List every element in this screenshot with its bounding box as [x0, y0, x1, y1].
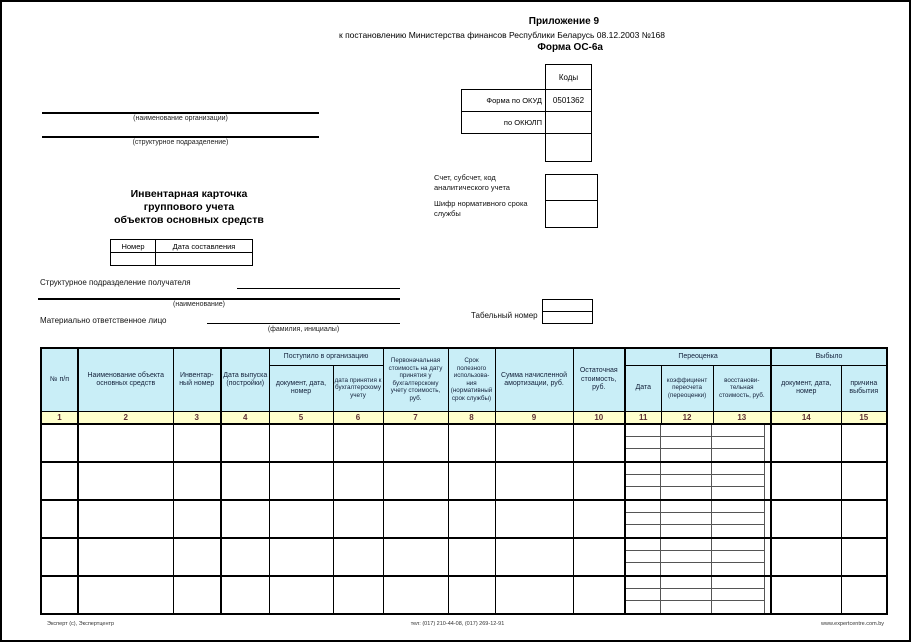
body-cell[interactable]	[448, 576, 495, 614]
body-cell[interactable]	[41, 576, 78, 614]
person-label: Материально ответственное лицо	[40, 316, 167, 325]
body-cell[interactable]	[383, 576, 448, 614]
col-num-10: 10	[573, 411, 625, 424]
account-boxes	[545, 174, 598, 228]
revaluation-subcell[interactable]	[661, 513, 712, 525]
revaluation-subcell[interactable]	[712, 425, 765, 437]
body-cell[interactable]	[221, 462, 269, 500]
col-header-5: документ, дата, номер	[269, 365, 333, 411]
col-num-8: 8	[448, 411, 495, 424]
person-caption: (фамилия, инициалы)	[267, 326, 340, 333]
footer-right: www.expertcentre.com.by	[821, 621, 884, 627]
doc-title-line2: группового учета	[143, 201, 235, 213]
revaluation-subcell[interactable]	[712, 513, 765, 525]
revaluation-subcell[interactable]	[661, 463, 712, 475]
body-cell[interactable]	[173, 576, 221, 614]
col-header-9: Сумма начисленной амортизации, руб.	[495, 348, 573, 411]
revaluation-subcell[interactable]	[661, 487, 712, 499]
body-cell[interactable]	[495, 576, 573, 614]
revaluation-subcell[interactable]	[661, 601, 712, 613]
recipient-division-label: Структурное подразделение получателя	[40, 278, 191, 287]
number-date-table	[110, 239, 253, 266]
col-num-1: 1	[41, 411, 78, 424]
revaluation-subcell[interactable]	[661, 501, 712, 513]
revaluation-subcell[interactable]	[626, 589, 661, 601]
body-cell[interactable]	[333, 424, 383, 462]
body-cell[interactable]	[173, 462, 221, 500]
body-cell[interactable]	[383, 500, 448, 538]
col-header-6: дата принятия к бухгалтерскому учету	[333, 365, 383, 411]
col-header-8: Срок полезного использова-ния (нормативный срок службы)	[448, 348, 495, 411]
body-cell[interactable]	[173, 424, 221, 462]
org-name-field[interactable]	[42, 98, 319, 114]
org-division-caption: (структурное подразделение)	[132, 139, 229, 146]
body-cell[interactable]	[41, 538, 78, 576]
revaluation-subcell[interactable]	[626, 487, 661, 499]
revaluation-subcell[interactable]	[712, 539, 765, 551]
col-header-14: документ, дата, номер	[771, 365, 841, 411]
form-name: Форма ОС-6а	[537, 42, 603, 53]
main-table	[40, 347, 888, 615]
group-header-received: Поступило в организацию	[269, 348, 383, 365]
body-cell[interactable]	[771, 576, 841, 614]
revaluation-subcell[interactable]	[712, 589, 765, 601]
body-cell[interactable]	[78, 462, 173, 500]
body-cell[interactable]	[573, 576, 625, 614]
body-cell[interactable]	[841, 576, 887, 614]
body-cell[interactable]	[41, 500, 78, 538]
revaluation-subcell[interactable]	[712, 475, 765, 487]
col-num-5: 5	[269, 411, 333, 424]
revaluation-subcell[interactable]	[661, 539, 712, 551]
revaluation-subcell[interactable]	[661, 449, 712, 461]
revaluation-subcell[interactable]	[626, 513, 661, 525]
footer-center: тел: (017) 210-44-08, (017) 269-12-91	[410, 621, 505, 627]
col-header-15: причина выбытия	[841, 365, 887, 411]
col-header-2: Наименование объекта основных средств	[78, 348, 173, 411]
col-num-2: 2	[78, 411, 173, 424]
body-cell[interactable]	[841, 462, 887, 500]
number-value-cell[interactable]	[111, 253, 156, 266]
revaluation-subcell[interactable]	[626, 577, 661, 589]
revaluation-subcell[interactable]	[661, 475, 712, 487]
body-cell[interactable]	[383, 424, 448, 462]
col-num-3: 3	[173, 411, 221, 424]
body-cell[interactable]	[495, 462, 573, 500]
col-num-13: 13	[713, 411, 771, 424]
column-number-row	[41, 411, 887, 424]
revaluation-cell	[625, 576, 771, 614]
body-cell[interactable]	[41, 462, 78, 500]
revaluation-subcell[interactable]	[626, 563, 661, 575]
revaluation-subcell[interactable]	[661, 589, 712, 601]
body-cell[interactable]	[383, 538, 448, 576]
revaluation-subcell[interactable]	[626, 437, 661, 449]
okud-label: Форма по ОКУД	[462, 90, 545, 112]
revaluation-subcell[interactable]	[661, 525, 712, 537]
table-row	[41, 424, 887, 462]
codes-title-cell: Коды	[546, 65, 591, 90]
appendix-title: Приложение 9	[528, 16, 599, 27]
body-cell[interactable]	[221, 500, 269, 538]
revaluation-subcell[interactable]	[661, 437, 712, 449]
col-num-12: 12	[661, 411, 713, 424]
revaluation-subcell[interactable]	[661, 425, 712, 437]
account-label: Счет, субсчет, код аналитического учета	[434, 173, 510, 192]
body-cell[interactable]	[841, 500, 887, 538]
body-cell[interactable]	[221, 424, 269, 462]
body-cell[interactable]	[269, 424, 333, 462]
body-cell[interactable]	[333, 462, 383, 500]
body-cell[interactable]	[78, 576, 173, 614]
body-cell[interactable]	[573, 538, 625, 576]
body-cell[interactable]	[573, 500, 625, 538]
body-cell[interactable]	[269, 500, 333, 538]
col-num-6: 6	[333, 411, 383, 424]
revaluation-subcell[interactable]	[661, 551, 712, 563]
body-cell[interactable]	[78, 500, 173, 538]
revaluation-subcell[interactable]	[626, 501, 661, 513]
revaluation-subcell[interactable]	[712, 437, 765, 449]
personnel-number-label: Табельный номер	[471, 311, 538, 320]
revaluation-subcell[interactable]	[712, 577, 765, 589]
revaluation-subcell[interactable]	[626, 601, 661, 613]
personnel-number-cell-1[interactable]	[543, 300, 592, 312]
recipient-name-field[interactable]	[38, 286, 400, 300]
body-cell[interactable]	[771, 462, 841, 500]
doc-title-line3: объектов основных средств	[114, 214, 264, 226]
org-division-field[interactable]	[42, 122, 319, 138]
body-cell[interactable]	[771, 424, 841, 462]
body-cell[interactable]	[221, 576, 269, 614]
body-cell[interactable]	[495, 538, 573, 576]
okud-value-cell[interactable]: 0501362	[546, 90, 591, 112]
revaluation-subcell[interactable]	[712, 551, 765, 563]
col-header-11: Дата	[625, 365, 661, 411]
norm-label: Шифр нормативного срока службы	[434, 199, 528, 218]
revaluation-subcell[interactable]	[661, 577, 712, 589]
table-row	[41, 500, 887, 538]
body-cell[interactable]	[41, 424, 78, 462]
body-cell[interactable]	[448, 462, 495, 500]
body-cell[interactable]	[78, 538, 173, 576]
codes-box	[545, 64, 592, 162]
body-cell[interactable]	[269, 462, 333, 500]
body-cell[interactable]	[173, 500, 221, 538]
body-cell[interactable]	[333, 500, 383, 538]
revaluation-subcell[interactable]	[712, 601, 765, 613]
date-header-cell: Дата составления	[156, 240, 253, 253]
group-header-revaluation: Переоценка	[625, 348, 771, 365]
okyulp-label: по ОКЮЛП	[503, 118, 542, 127]
number-header-cell: Номер	[111, 240, 156, 253]
body-cell[interactable]	[771, 500, 841, 538]
revaluation-subcell[interactable]	[626, 463, 661, 475]
codes-empty-cell[interactable]	[546, 134, 591, 160]
col-header-3: Инвентар-ный номер	[173, 348, 221, 411]
body-cell[interactable]	[333, 576, 383, 614]
group-header-disposed: Выбыло	[771, 348, 887, 365]
body-cell[interactable]	[495, 424, 573, 462]
revaluation-subcell[interactable]	[626, 525, 661, 537]
body-cell[interactable]	[78, 424, 173, 462]
col-num-11: 11	[625, 411, 661, 424]
norm-value-cell[interactable]	[546, 201, 597, 227]
table-row	[41, 538, 887, 576]
date-value-cell[interactable]	[156, 253, 253, 266]
revaluation-subcell[interactable]	[712, 463, 765, 475]
doc-title-line1: Инвентарная карточка	[130, 188, 248, 200]
col-num-9: 9	[495, 411, 573, 424]
col-header-13: восстанови-тельная стоимость, руб.	[713, 365, 771, 411]
table-row	[41, 462, 887, 500]
revaluation-subcell[interactable]	[626, 425, 661, 437]
okyulp-value-cell[interactable]	[546, 112, 591, 134]
body-cell[interactable]	[573, 424, 625, 462]
col-num-15: 15	[841, 411, 887, 424]
body-cell[interactable]	[771, 538, 841, 576]
col-num-14: 14	[771, 411, 841, 424]
body-cell[interactable]	[573, 462, 625, 500]
table-row	[41, 576, 887, 614]
revaluation-subcell[interactable]	[626, 475, 661, 487]
body-cell[interactable]	[448, 538, 495, 576]
header-group-row	[41, 348, 887, 365]
body-cell[interactable]	[333, 538, 383, 576]
recipient-name-caption: (наименование)	[173, 301, 225, 308]
footer-left: Эксперт (с), Экспертцентр	[47, 621, 115, 627]
revaluation-subcell[interactable]	[626, 449, 661, 461]
body-cell[interactable]	[841, 424, 887, 462]
codes-labels-box	[461, 89, 546, 134]
col-header-1: № п/п	[41, 348, 78, 411]
person-field[interactable]	[207, 312, 400, 324]
body-cell[interactable]	[383, 462, 448, 500]
doc-title	[84, 188, 294, 227]
org-name-caption: (наименование организации)	[133, 115, 228, 122]
revaluation-subcell[interactable]	[712, 563, 765, 575]
revaluation-subcell[interactable]	[712, 449, 765, 461]
body-cell[interactable]	[841, 538, 887, 576]
body-cell[interactable]	[448, 424, 495, 462]
revaluation-subcell[interactable]	[626, 539, 661, 551]
col-header-10: Остаточная стоимость, руб.	[573, 348, 625, 411]
body-cell[interactable]	[495, 500, 573, 538]
revaluation-subcell[interactable]	[661, 563, 712, 575]
personnel-number-box	[542, 299, 593, 324]
col-header-7: Первоначальная стоимость на дату принятия у бухгалтерскому учету стоимость, руб.	[383, 348, 448, 411]
revaluation-subcell[interactable]	[712, 501, 765, 513]
decree-line: к постановлению Министерства финансов Республики Беларусь 08.12.2003 №168	[338, 30, 665, 40]
col-header-12: коэффициент пересчета (переоценки)	[661, 365, 713, 411]
body-cell[interactable]	[269, 576, 333, 614]
revaluation-cell	[625, 538, 771, 576]
account-value-cell[interactable]	[546, 175, 597, 201]
revaluation-cell	[625, 500, 771, 538]
revaluation-cell	[625, 424, 771, 462]
body-cell[interactable]	[269, 538, 333, 576]
col-num-4: 4	[221, 411, 269, 424]
revaluation-subcell[interactable]	[712, 525, 765, 537]
personnel-number-cell-2[interactable]	[543, 312, 592, 323]
revaluation-subcell[interactable]	[712, 487, 765, 499]
body-cell[interactable]	[221, 538, 269, 576]
body-cell[interactable]	[448, 500, 495, 538]
body-cell[interactable]	[173, 538, 221, 576]
revaluation-cell	[625, 462, 771, 500]
col-num-7: 7	[383, 411, 448, 424]
revaluation-subcell[interactable]	[626, 551, 661, 563]
col-header-4: Дата выпуска (постройки)	[221, 348, 269, 411]
